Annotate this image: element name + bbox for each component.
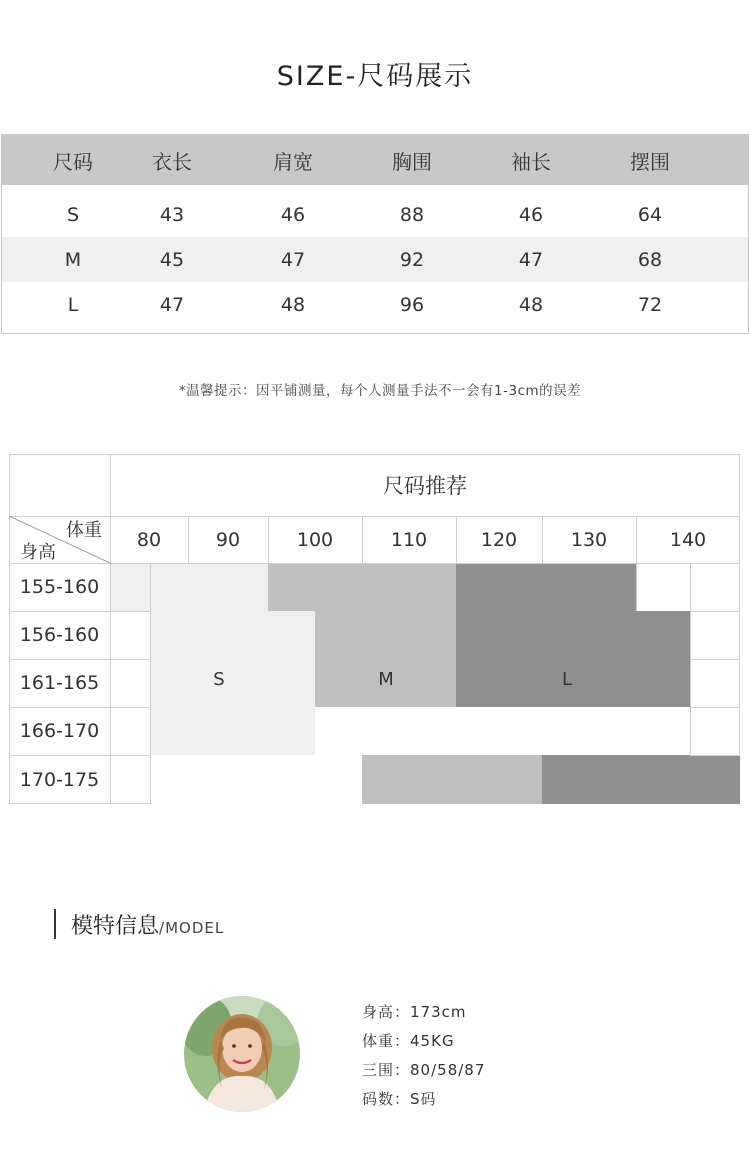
model-info-value: S码: [410, 1090, 437, 1108]
size-table-header: [2, 135, 748, 185]
size-table-cell: 68: [637, 248, 663, 271]
model-title-text: 模特信息: [71, 914, 160, 939]
size-table-header-cell: 衣长: [152, 149, 192, 174]
size-table-cell: 47: [159, 293, 185, 316]
model-info-label: 身高：: [362, 1003, 411, 1021]
size-table: [1, 134, 749, 334]
grid-line: [690, 611, 740, 612]
weight-label: 110: [390, 528, 428, 551]
weight-label: 90: [215, 528, 241, 551]
size-table-cell: S: [66, 203, 80, 226]
grid-line: [9, 563, 740, 564]
model-info-line: [362, 1088, 437, 1109]
size-table-cell: 48: [280, 293, 306, 316]
size-zone-label: M: [378, 668, 394, 690]
size-table-cell: M: [64, 248, 82, 271]
size-zone-m: [362, 755, 542, 804]
model-info-line: [362, 1030, 455, 1051]
model-info-value: 80/58/87: [410, 1061, 486, 1079]
size-table-header-cell: 袖长: [511, 149, 551, 174]
height-label: 166-170: [19, 720, 100, 742]
grid-line: [690, 707, 740, 708]
grid-line: [110, 755, 150, 756]
table-row: [2, 192, 748, 237]
weight-label: 120: [480, 528, 518, 551]
grid-line: [110, 611, 150, 612]
page-title: SIZE-尺码展示: [276, 61, 474, 92]
model-section-title: [71, 909, 224, 940]
corner-weight-label: 体重: [66, 520, 102, 541]
model-info-line: [362, 1059, 485, 1080]
weight-label: 130: [570, 528, 608, 551]
model-portrait-icon: [184, 996, 300, 1112]
model-info-label: 三围：: [362, 1061, 411, 1079]
size-table-cell: 46: [280, 203, 306, 226]
size-table-header-cell: 尺码: [53, 149, 93, 174]
grid-line: [110, 707, 150, 708]
size-table-cell: 45: [159, 248, 185, 271]
grid-line: [690, 755, 740, 756]
section-bar: [54, 909, 56, 939]
size-zone-m: [268, 563, 456, 611]
recommend-title: 尺码推荐: [383, 474, 467, 498]
weight-label: 140: [669, 528, 707, 551]
size-table-cell: 47: [280, 248, 306, 271]
table-row: [2, 237, 748, 282]
height-label: 161-165: [19, 672, 100, 694]
table-row: [2, 282, 748, 327]
size-table-cell: 96: [399, 293, 425, 316]
grid-line: [636, 563, 637, 611]
model-info-line: [362, 1001, 467, 1022]
size-zone-l: [542, 755, 740, 804]
grid-line: [690, 659, 740, 660]
corner-height-label: 身高: [20, 542, 56, 563]
weight-label: 80: [136, 528, 162, 551]
size-recommendation-grid: [9, 454, 740, 804]
size-table-cell: 48: [518, 293, 544, 316]
size-table-cell: 92: [399, 248, 425, 271]
model-subtitle: /MODEL: [159, 919, 225, 937]
model-info-value: 173cm: [410, 1003, 467, 1021]
size-table-cell: 88: [399, 203, 425, 226]
model-info-label: 码数：: [362, 1090, 411, 1108]
size-table-cell: 72: [637, 293, 663, 316]
size-table-cell: L: [67, 293, 79, 316]
grid-line: [150, 563, 151, 804]
height-label: 156-160: [19, 624, 100, 646]
weight-label: 100: [296, 528, 334, 551]
measurement-note: *温馨提示：因平铺测量，每个人测量手法不一会有1-3cm的误差: [178, 383, 582, 399]
size-table-cell: 47: [518, 248, 544, 271]
size-table-cell: 46: [518, 203, 544, 226]
size-table-header-cell: 胸围: [392, 149, 432, 174]
model-info-label: 体重：: [362, 1032, 411, 1050]
height-label: 155-160: [19, 576, 100, 598]
size-table-header-cell: 肩宽: [273, 149, 313, 174]
height-label: 170-175: [19, 768, 100, 791]
model-info-value: 45KG: [410, 1032, 455, 1050]
size-zone-s: [110, 563, 268, 611]
grid-line: [739, 563, 740, 755]
size-zone-l: [456, 563, 636, 611]
size-zone-label: S: [213, 668, 225, 690]
size-table-cell: 43: [159, 203, 185, 226]
size-zone-label: L: [561, 668, 573, 690]
grid-line: [110, 659, 150, 660]
size-table-header-cell: 摆围: [630, 149, 670, 174]
size-table-cell: 64: [637, 203, 663, 226]
